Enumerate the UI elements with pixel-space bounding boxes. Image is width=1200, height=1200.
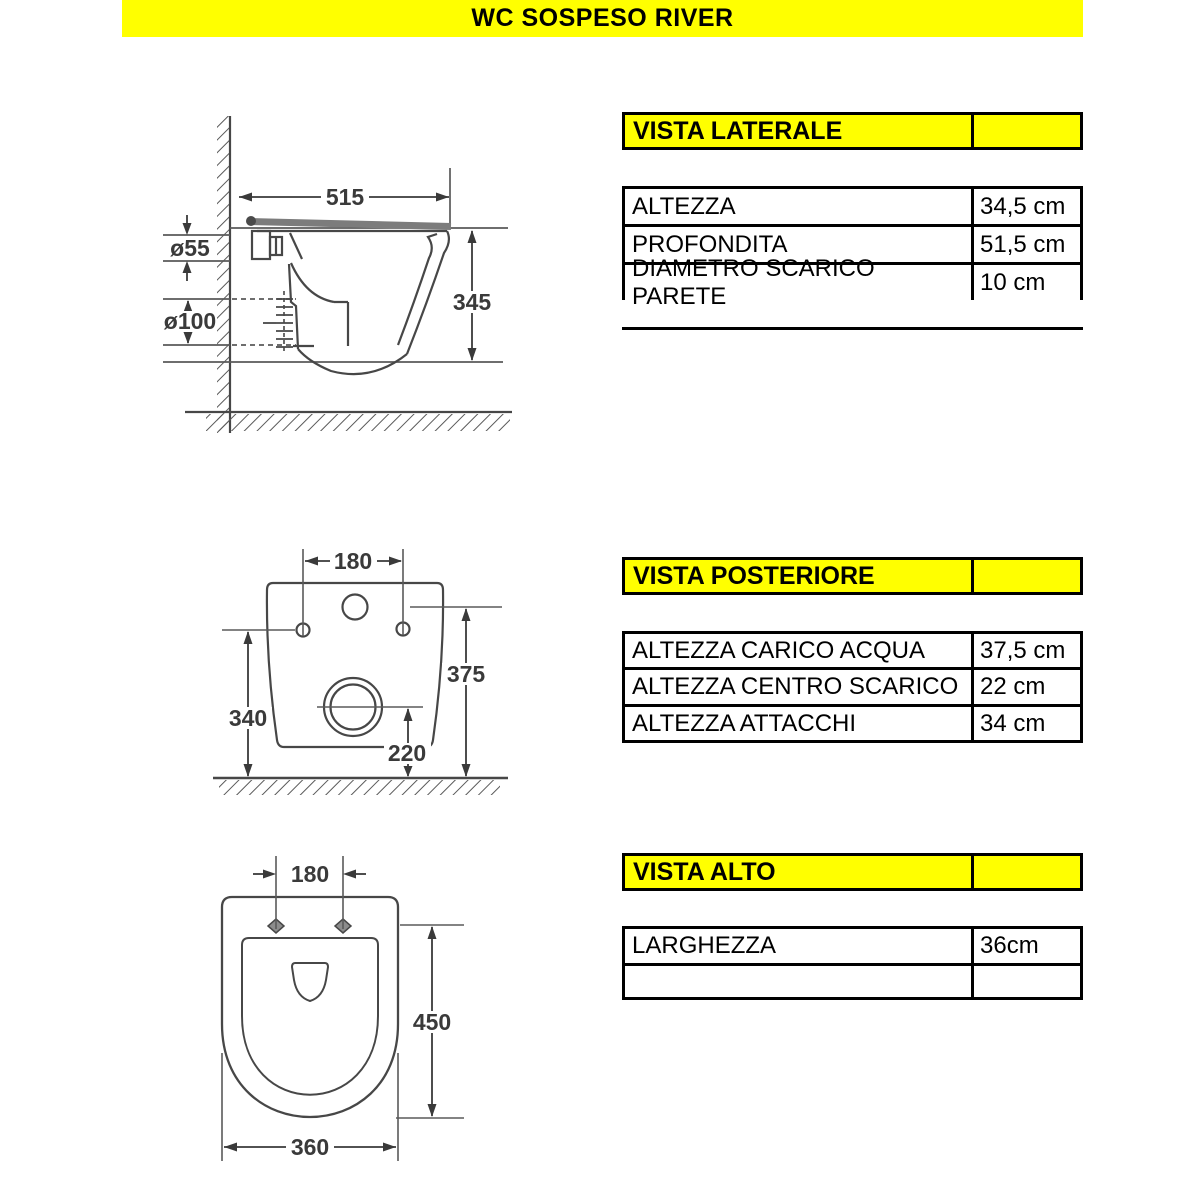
table-title: VISTA POSTERIORE <box>625 560 974 592</box>
floor-hatch <box>219 780 500 795</box>
spec-value: 34 cm <box>980 709 1046 737</box>
dim-label-holes-spacing: 180 <box>333 548 373 574</box>
dim-label-seat-fixing: ø55 <box>170 235 210 261</box>
seat-opening-outline <box>242 938 378 1095</box>
toilet-body-profile <box>252 231 449 374</box>
spec-value: 51,5 cm <box>980 230 1066 258</box>
title-bar <box>122 0 1083 37</box>
dim-label-water-inlet-height: 375 <box>446 661 486 687</box>
table-title: VISTA LATERALE <box>625 115 974 147</box>
table-header-vista-posteriore <box>622 557 1083 595</box>
table-title: VISTA ALTO <box>625 856 974 888</box>
dim-label-drain-center-height: 220 <box>387 740 427 766</box>
page-title: WC SOSPESO RIVER <box>471 4 734 32</box>
dim-label-width-top: 515 <box>325 184 365 210</box>
table-row <box>625 707 1080 740</box>
wall-hatch <box>217 116 230 433</box>
dim-label-depth: 450 <box>412 1009 452 1035</box>
spec-label <box>625 966 974 997</box>
spec-value: 34,5 cm <box>980 192 1066 220</box>
toilet-seat-profile <box>249 222 451 227</box>
horizontal-rule <box>622 327 1083 330</box>
wall-drain-pipe <box>263 291 293 352</box>
table-header-empty-cell <box>974 115 1080 147</box>
flush-jet-outline <box>292 963 328 1001</box>
spec-label: ALTEZZA <box>625 189 974 224</box>
spec-value: 37,5 cm <box>980 636 1066 664</box>
table-row <box>625 670 1080 707</box>
table-vista-laterale <box>622 186 1083 310</box>
spec-value: 36cm <box>980 932 1039 959</box>
dim-label-fixing-holes-height: 340 <box>228 705 268 731</box>
spec-label: PROFONDITA <box>625 227 974 262</box>
spec-value: 22 cm <box>980 673 1046 700</box>
table-vista-alto <box>622 926 1083 1000</box>
table-row <box>625 634 1080 670</box>
table-vista-posteriore <box>622 631 1083 743</box>
dim-label-height: 345 <box>452 289 492 315</box>
table-row <box>625 966 1080 997</box>
floor-hatch <box>206 414 510 431</box>
spec-label: LARGHEZZA <box>625 929 974 963</box>
spec-label: ALTEZZA CENTRO SCARICO <box>625 670 974 704</box>
table-row <box>625 929 1080 966</box>
table-row <box>625 189 1080 227</box>
dim-label-drain-diameter: ø100 <box>163 308 217 334</box>
table-header-empty-cell <box>974 560 1080 592</box>
table-row <box>625 254 1080 310</box>
seat-hinge <box>246 216 256 226</box>
rear-view-drawing <box>200 535 520 803</box>
spec-label: ALTEZZA ATTACCHI <box>625 707 974 740</box>
dim-label-holes-spacing: 180 <box>290 861 330 887</box>
spec-label: ALTEZZA CARICO ACQUA <box>625 634 974 667</box>
table-header-empty-cell <box>974 856 1080 888</box>
table-header-vista-laterale <box>622 112 1083 150</box>
side-view-drawing <box>150 105 620 445</box>
spec-value: 10 cm <box>980 268 1046 296</box>
spec-value <box>974 966 1080 997</box>
dim-label-width: 360 <box>290 1134 330 1160</box>
water-inlet-hole <box>343 595 368 620</box>
pan-outer-outline <box>222 897 398 1117</box>
table-header-vista-alto <box>622 853 1083 891</box>
top-view-drawing <box>175 848 515 1178</box>
spec-label: DIAMETRO SCARICO PARETE <box>625 265 974 300</box>
